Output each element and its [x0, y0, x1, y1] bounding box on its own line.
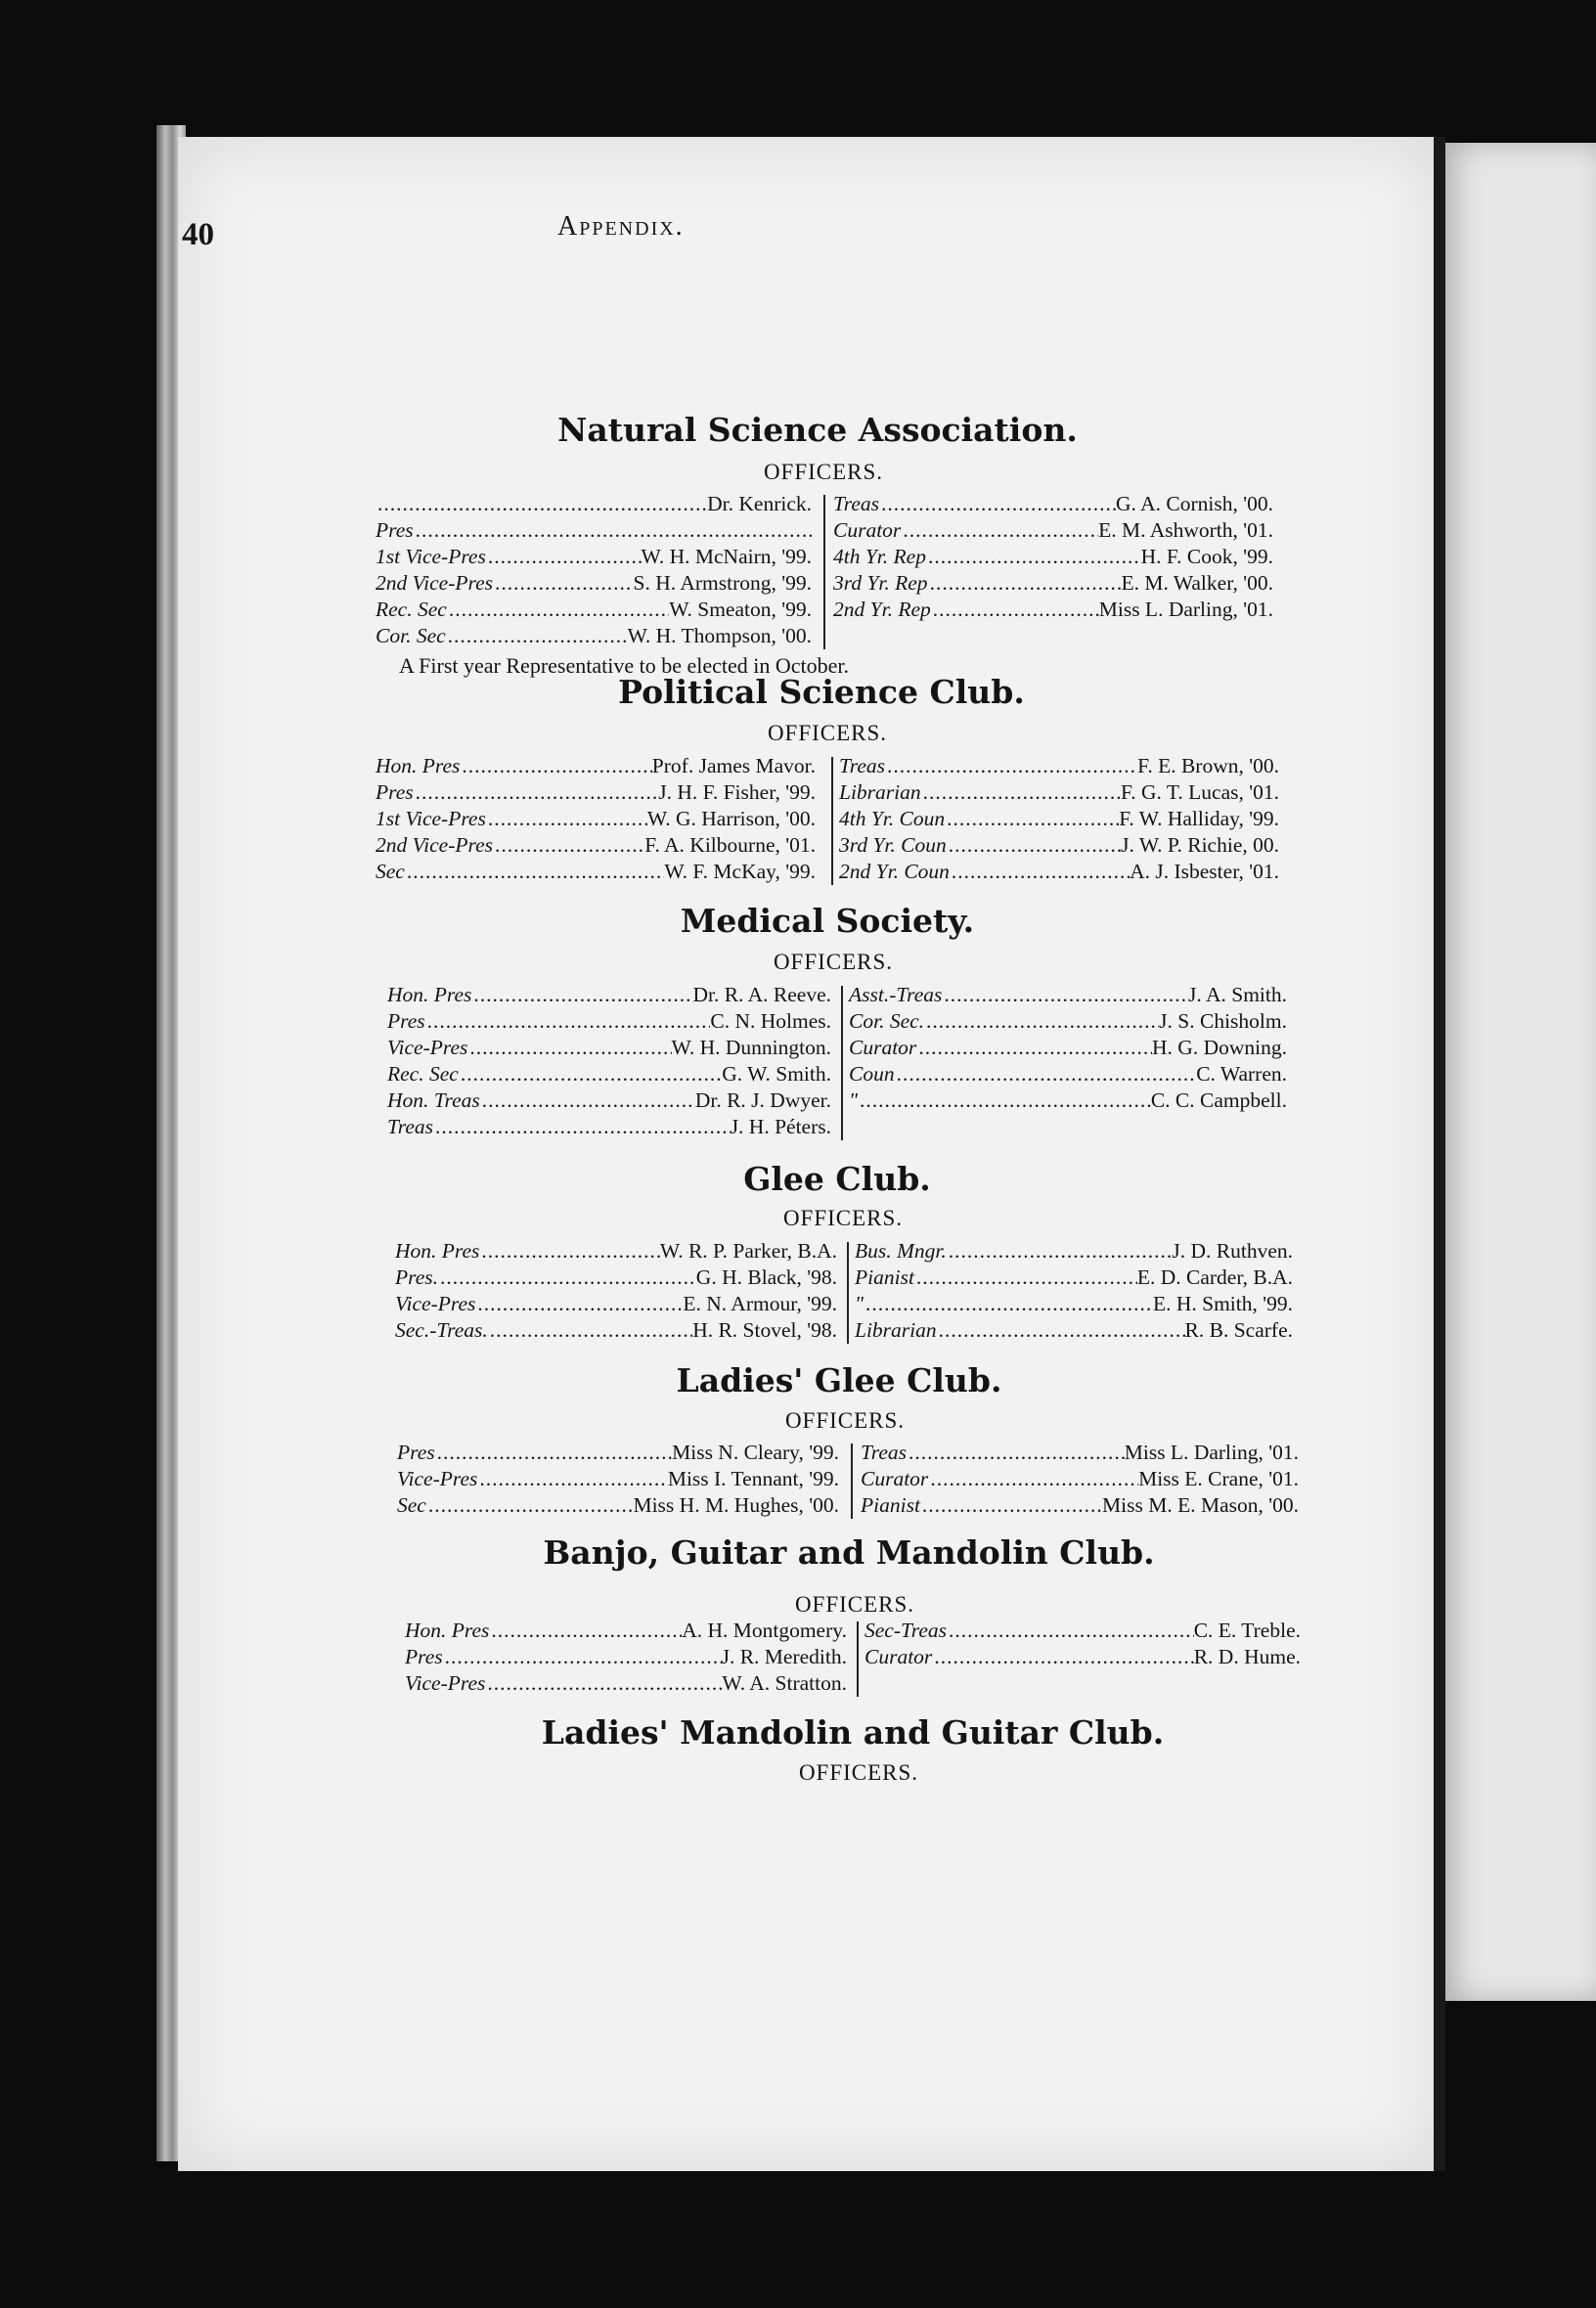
- officers-label: OFFICERS.: [763, 460, 884, 484]
- officer-entry: [387, 1035, 831, 1061]
- officer-entry: [849, 1087, 1287, 1114]
- officer-name: J. S. Chisholm.: [1159, 1009, 1287, 1033]
- officer-role: ": [855, 1292, 864, 1315]
- column-divider: [851, 1443, 853, 1519]
- dot-leader: [488, 1317, 692, 1344]
- officer-role: Pres: [376, 780, 414, 804]
- officer-role: Treas: [861, 1441, 907, 1464]
- officer-entry: [839, 779, 1279, 806]
- officer-role: Pres: [376, 518, 414, 542]
- dot-leader: [916, 1035, 1152, 1061]
- officer-role: Cor. Sec: [376, 624, 446, 647]
- officer-entry: [849, 982, 1287, 1008]
- officer-entry: [849, 1008, 1287, 1035]
- right-officer-column: [864, 1618, 1301, 1670]
- officer-role: Hon. Treas: [387, 1088, 480, 1112]
- officer-entry: [849, 1061, 1287, 1087]
- officers-label: OFFICERS.: [773, 950, 894, 974]
- officer-role: Treas: [839, 754, 885, 777]
- officer-name: C. N. Holmes.: [710, 1009, 831, 1033]
- dot-leader: [864, 1291, 1153, 1317]
- dot-leader: [425, 1008, 711, 1035]
- officer-entry: [833, 570, 1273, 597]
- officer-name: F. A. Kilbourne, '01.: [644, 833, 816, 857]
- column-divider: [847, 1242, 849, 1344]
- section-title: Natural Science Association.: [557, 411, 1078, 449]
- dot-leader: [479, 1238, 660, 1265]
- dot-leader: [376, 491, 707, 517]
- officer-role: 4th Yr. Rep: [833, 545, 926, 568]
- officers-label: OFFICERS.: [794, 1592, 915, 1617]
- dot-leader: [446, 623, 628, 649]
- officer-role: 2nd Vice-Pres: [376, 571, 493, 595]
- officers-label: OFFICERS.: [784, 1408, 906, 1433]
- officer-role: 3rd Yr. Rep: [833, 571, 928, 595]
- book-gutter: [1434, 137, 1445, 2171]
- officer-name: Prof. James Mavor.: [651, 754, 816, 777]
- dot-leader: [426, 1492, 634, 1519]
- officer-entry: [376, 779, 816, 806]
- officer-entry: [855, 1238, 1293, 1265]
- officer-entry: [395, 1265, 837, 1291]
- dot-leader: [926, 544, 1141, 570]
- officer-role: Pianist: [861, 1493, 920, 1517]
- dot-leader: [435, 1440, 672, 1466]
- officer-role: Sec: [397, 1493, 426, 1517]
- officer-entry: [849, 1035, 1287, 1061]
- officer-entry: [864, 1644, 1301, 1670]
- officer-role: Pres.: [395, 1265, 438, 1289]
- dot-leader: [405, 859, 665, 885]
- dot-leader: [947, 832, 1121, 859]
- officer-name: H. R. Stovel, '98.: [692, 1318, 837, 1342]
- dot-leader: [459, 1061, 722, 1087]
- officer-name: Dr. R. J. Dwyer.: [694, 1088, 831, 1112]
- officer-entry: [376, 597, 812, 623]
- dot-leader: [950, 859, 1130, 885]
- officer-name: F. E. Brown, '00.: [1137, 754, 1279, 777]
- right-officer-column: [849, 982, 1287, 1114]
- officer-entry: [855, 1317, 1293, 1344]
- officer-name: S. H. Armstrong, '99.: [633, 571, 812, 595]
- right-officer-column: [855, 1238, 1293, 1344]
- officer-entry: [387, 1061, 831, 1087]
- officer-name: J. W. P. Richie, 00.: [1121, 833, 1279, 857]
- officer-role: Librarian: [839, 780, 921, 804]
- dot-leader: [921, 779, 1121, 806]
- officer-entry: [397, 1466, 839, 1492]
- officer-entry: [861, 1492, 1299, 1519]
- officer-role: Curator: [833, 518, 902, 542]
- dot-leader: [928, 570, 1122, 597]
- officer-name: E. N. Armour, '99.: [683, 1292, 837, 1315]
- officer-name: Miss I. Tennant, '99.: [667, 1467, 839, 1490]
- dot-leader: [895, 1061, 1197, 1087]
- officer-entry: [405, 1618, 847, 1644]
- officer-name: C. Warren.: [1196, 1062, 1287, 1086]
- dot-leader: [414, 517, 812, 544]
- dot-leader: [493, 570, 634, 597]
- officer-entry: [387, 1087, 831, 1114]
- dot-leader: [879, 491, 1116, 517]
- dot-leader: [932, 1644, 1193, 1670]
- officer-name: W. R. P. Parker, B.A.: [659, 1239, 837, 1263]
- officer-name: W. G. Harrison, '00.: [646, 807, 816, 830]
- officer-role: Sec.-Treas.: [395, 1318, 488, 1342]
- dot-leader: [480, 1087, 695, 1114]
- dot-leader: [947, 1238, 1173, 1265]
- officer-role: Pres: [405, 1645, 443, 1668]
- officer-role: Vice-Pres: [397, 1467, 478, 1490]
- officer-role: 2nd Yr. Rep: [833, 598, 931, 621]
- officer-entry: [376, 491, 812, 517]
- left-officer-column: [395, 1238, 837, 1344]
- officer-entry: [833, 544, 1273, 570]
- section-title: Political Science Club.: [618, 673, 1025, 711]
- column-divider: [841, 986, 843, 1140]
- dot-leader: [914, 1265, 1137, 1291]
- officer-name: Miss L. Darling, '01.: [1098, 598, 1273, 621]
- section-title: Medical Society.: [680, 902, 975, 940]
- officer-role: Curator: [861, 1467, 929, 1490]
- dot-leader: [931, 597, 1099, 623]
- officer-entry: [397, 1440, 839, 1466]
- dot-leader: [493, 832, 644, 859]
- officer-role: Sec: [376, 860, 405, 883]
- officer-role: ": [849, 1088, 859, 1112]
- officer-name: Miss H. M. Hughes, '00.: [633, 1493, 839, 1517]
- officer-name: Dr. Kenrick.: [707, 492, 812, 515]
- officer-entry: [376, 570, 812, 597]
- dot-leader: [414, 779, 659, 806]
- officer-entry: [839, 832, 1279, 859]
- officer-role: Pres: [397, 1441, 435, 1464]
- officer-name: J. R. Meredith.: [721, 1645, 847, 1668]
- officer-name: G. W. Smith.: [722, 1062, 831, 1086]
- dot-leader: [477, 1466, 667, 1492]
- officer-name: Miss L. Darling, '01.: [1124, 1441, 1299, 1464]
- running-head: Appendix.: [557, 211, 685, 242]
- officer-role: Rec. Sec: [376, 598, 447, 621]
- officer-name: A. J. Isbester, '01.: [1130, 860, 1279, 883]
- officer-entry: [395, 1291, 837, 1317]
- officer-role: 4th Yr. Coun: [839, 807, 946, 830]
- officer-name: R. B. Scarfe.: [1184, 1318, 1293, 1342]
- column-divider: [857, 1621, 859, 1697]
- officer-entry: [387, 1008, 831, 1035]
- officer-role: Treas: [833, 492, 879, 515]
- officer-role: 1st Vice-Pres: [376, 807, 486, 830]
- officer-entry: [376, 753, 816, 779]
- officer-name: C. E. Treble.: [1193, 1619, 1301, 1642]
- officer-role: 3rd Yr. Coun: [839, 833, 947, 857]
- officer-name: J. H. F. Fisher, '99.: [658, 780, 816, 804]
- officer-role: Librarian: [855, 1318, 937, 1342]
- left-officer-column: [376, 753, 816, 885]
- officer-role: Vice-Pres: [395, 1292, 476, 1315]
- dot-leader: [486, 806, 647, 832]
- dot-leader: [438, 1265, 696, 1291]
- officer-name: J. H. Péters.: [730, 1115, 831, 1138]
- officer-entry: [864, 1618, 1301, 1644]
- officer-entry: [395, 1238, 837, 1265]
- dot-leader: [475, 1291, 683, 1317]
- dot-leader: [907, 1440, 1125, 1466]
- section-title: Glee Club.: [743, 1160, 931, 1198]
- officer-role: 1st Vice-Pres: [376, 545, 486, 568]
- officer-entry: [405, 1644, 847, 1670]
- officer-entry: [855, 1265, 1293, 1291]
- officer-name: Dr. R. A. Reeve.: [692, 983, 831, 1006]
- officer-name: W. Smeaton, '99.: [669, 598, 812, 621]
- officers-label: OFFICERS.: [782, 1206, 904, 1230]
- officer-role: Hon. Pres: [395, 1239, 480, 1263]
- dot-leader: [942, 982, 1188, 1008]
- officer-role: Sec-Treas: [864, 1619, 947, 1642]
- section-note: A First year Representative to be elected in October.: [399, 653, 850, 678]
- officer-entry: [387, 982, 831, 1008]
- officer-role: Curator: [864, 1645, 933, 1668]
- officer-entry: [833, 491, 1273, 517]
- officer-role: Treas: [387, 1115, 433, 1138]
- dot-leader: [447, 597, 669, 623]
- officers-label: OFFICERS.: [798, 1760, 919, 1785]
- officer-name: H. G. Downing.: [1152, 1036, 1287, 1059]
- officer-name: E. H. Smith, '99.: [1152, 1292, 1293, 1315]
- officer-name: W. H. Thompson, '00.: [627, 624, 812, 647]
- officer-entry: [397, 1492, 839, 1519]
- page-number: 40: [182, 217, 214, 252]
- officer-entry: [376, 859, 816, 885]
- dot-leader: [885, 753, 1137, 779]
- officer-role: Hon. Pres: [387, 983, 472, 1006]
- officer-role: Hon. Pres: [405, 1619, 490, 1642]
- left-officer-column: [405, 1618, 847, 1697]
- officer-role: 2nd Vice-Pres: [376, 833, 493, 857]
- officer-name: F. W. Halliday, '99.: [1119, 807, 1279, 830]
- section-title: Ladies' Glee Club.: [676, 1361, 1002, 1399]
- officer-role: 2nd Yr. Coun: [839, 860, 950, 883]
- column-divider: [831, 757, 833, 885]
- officer-name: W. F. McKay, '99.: [664, 860, 816, 883]
- officer-entry: [376, 517, 812, 544]
- officer-entry: [376, 623, 812, 649]
- officer-name: J. A. Smith.: [1188, 983, 1287, 1006]
- officer-entry: [839, 806, 1279, 832]
- dot-leader: [485, 1670, 722, 1697]
- section-title: Banjo, Guitar and Mandolin Club.: [543, 1533, 1155, 1572]
- dot-leader: [858, 1087, 1151, 1114]
- dot-leader: [920, 1492, 1102, 1519]
- officer-entry: [839, 753, 1279, 779]
- dot-leader: [471, 982, 692, 1008]
- officer-entry: [376, 832, 816, 859]
- officer-name: R. D. Hume.: [1193, 1645, 1301, 1668]
- dot-leader: [486, 544, 642, 570]
- dot-leader: [947, 1618, 1194, 1644]
- right-officer-column: [833, 491, 1273, 623]
- officer-entry: [405, 1670, 847, 1697]
- officer-entry: [376, 806, 816, 832]
- officer-name: W. H. Dunnington.: [671, 1036, 831, 1059]
- left-officer-column: [376, 491, 812, 649]
- officer-role: Pianist: [855, 1265, 914, 1289]
- dot-leader: [928, 1466, 1138, 1492]
- officer-role: Cor. Sec.: [849, 1009, 925, 1033]
- officer-entry: [833, 597, 1273, 623]
- officer-role: Bus. Mngr.: [855, 1239, 947, 1263]
- officer-name: G. A. Cornish, '00.: [1116, 492, 1273, 515]
- officer-name: E. M. Ashworth, '01.: [1098, 518, 1273, 542]
- officer-name: W. A. Stratton.: [722, 1671, 847, 1695]
- dot-leader: [443, 1644, 722, 1670]
- officer-name: Miss M. E. Mason, '00.: [1102, 1493, 1299, 1517]
- officer-name: W. H. McNairn, '99.: [641, 545, 812, 568]
- officer-name: Miss E. Crane, '01.: [1138, 1467, 1299, 1490]
- officer-role: Vice-Pres: [405, 1671, 486, 1695]
- officer-name: G. H. Black, '98.: [695, 1265, 837, 1289]
- right-officer-column: [839, 753, 1279, 885]
- officer-name: J. D. Ruthven.: [1172, 1239, 1293, 1263]
- dot-leader: [901, 517, 1098, 544]
- section-title: Ladies' Mandolin and Guitar Club.: [541, 1713, 1165, 1752]
- officer-entry: [395, 1317, 837, 1344]
- officer-role: Rec. Sec: [387, 1062, 459, 1086]
- officer-entry: [833, 517, 1273, 544]
- officer-entry: [387, 1114, 831, 1140]
- left-officer-column: [397, 1440, 839, 1519]
- officer-role: Hon. Pres: [376, 754, 461, 777]
- officer-name: Miss N. Cleary, '99.: [672, 1441, 839, 1464]
- column-divider: [823, 495, 825, 649]
- dot-leader: [937, 1317, 1185, 1344]
- officer-entry: [839, 859, 1279, 885]
- officer-name: E. M. Walker, '00.: [1121, 571, 1273, 595]
- facing-page-edge: [1445, 143, 1596, 2001]
- dot-leader: [433, 1114, 731, 1140]
- officer-entry: [376, 544, 812, 570]
- dot-leader: [945, 806, 1119, 832]
- officer-role: Vice-Pres: [387, 1036, 468, 1059]
- officer-role: Coun: [849, 1062, 895, 1086]
- officer-role: Pres: [387, 1009, 425, 1033]
- right-officer-column: [861, 1440, 1299, 1519]
- officers-label: OFFICERS.: [767, 721, 888, 745]
- officer-name: F. G. T. Lucas, '01.: [1121, 780, 1279, 804]
- officer-name: A. H. Montgomery.: [682, 1619, 847, 1642]
- left-officer-column: [387, 982, 831, 1140]
- officer-role: Curator: [849, 1036, 917, 1059]
- dot-leader: [467, 1035, 671, 1061]
- officer-name: E. D. Carder, B.A.: [1136, 1265, 1293, 1289]
- officer-role: Asst.-Treas: [849, 983, 943, 1006]
- officer-entry: [861, 1466, 1299, 1492]
- dot-leader: [924, 1008, 1159, 1035]
- officer-entry: [855, 1291, 1293, 1317]
- dot-leader: [460, 753, 651, 779]
- officer-entry: [861, 1440, 1299, 1466]
- dot-leader: [489, 1618, 682, 1644]
- officer-name: H. F. Cook, '99.: [1140, 545, 1273, 568]
- officer-name: C. C. Campbell.: [1150, 1088, 1287, 1112]
